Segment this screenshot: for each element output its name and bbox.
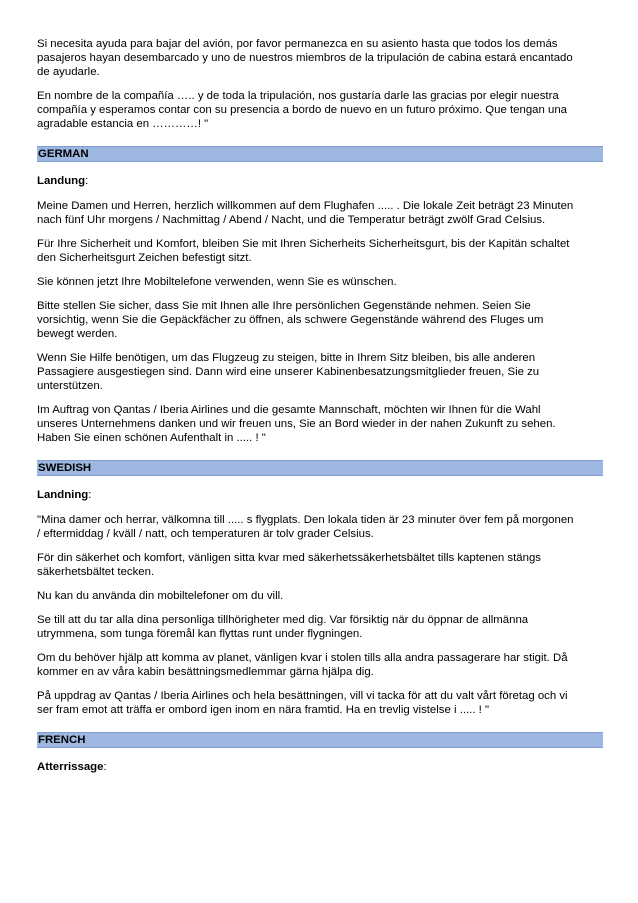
landing-label-text: Atterrissage bbox=[37, 761, 104, 773]
german-paragraph: Meine Damen und Herren, herzlich willkommen auf dem Flughafen ..... . Die lokale Zeit beträgt 23 Minuten nach fünf Uhr morgens / Nachmittag / Abend / Nacht, und die Temperatur beträgt zwölf Grad Celsius. bbox=[37, 200, 574, 226]
swedish-paragraph: På uppdrag av Qantas / Iberia Airlines och hela besättningen, vill vi tacka för att du valt vårt företag och vi ser fram emot att träffa er ombord igen inom en nära framtid. Ha en trevlig vistelse i ..... ! " bbox=[37, 690, 568, 716]
document-page bbox=[37, 37, 603, 785]
landing-label-swedish bbox=[37, 488, 603, 502]
swedish-paragraph: Nu kan du använda din mobiltelefoner om du vill. bbox=[37, 590, 284, 602]
landing-label-text: Landung bbox=[37, 175, 86, 187]
swedish-paragraph: Om du behöver hjälp att komma av planet, vänligen kvar i stolen tills alla andra passagerare har stigit. Då kommer en av våra kabin besättningsmedlemmar gärna hjälpa dig. bbox=[37, 652, 568, 678]
landing-label-colon: : bbox=[85, 175, 89, 187]
landing-label-colon: : bbox=[88, 489, 92, 501]
landing-label-german bbox=[37, 174, 603, 188]
spanish-paragraph: En nombre de la compañía ….. y de toda la tripulación, nos gustaría darle las gracias por elegir nuestra compañía y esperamos contar con su presencia a bordo de nuevo en un futuro próximo. Que tengan una agradable estancia en …………! " bbox=[37, 90, 567, 130]
german-paragraph: Für Ihre Sicherheit und Komfort, bleiben Sie mit Ihren Sicherheits Sicherheitsgurt, bis der Kapitän schaltet den Sicherheitsgurt Zeichen befestigt sitzt. bbox=[37, 238, 570, 264]
section-header-german: GERMAN bbox=[37, 146, 603, 162]
swedish-paragraph: För din säkerhet och komfort, vänligen sitta kvar med säkerhetssäkerhetsbältet tills kaptenen stängs säkerhetsbältet tecken. bbox=[37, 552, 541, 578]
landing-label-colon: : bbox=[103, 761, 107, 773]
landing-label-french bbox=[37, 760, 603, 774]
section-header-swedish: SWEDISH bbox=[37, 460, 603, 476]
swedish-paragraph: Se till att du tar alla dina personliga tillhörigheter med dig. Var försiktig när du öppnar de allmänna utrymmena, som tunga föremål kan flyttas runt under flygningen. bbox=[37, 614, 529, 640]
german-paragraph: Im Auftrag von Qantas / Iberia Airlines und die gesamte Mannschaft, möchten wir Ihnen für die Wahl unseres Unternehmens danken und wir freuen uns, Sie an Bord wieder in der nahen Zukunft zu sehen. Haben Sie einen schönen Aufenthalt in ..... ! " bbox=[37, 404, 556, 444]
german-paragraph: Bitte stellen Sie sicher, dass Sie mit Ihnen alle Ihre persönlichen Gegenstände nehmen. Seien Sie vorsichtig, wenn Sie die Gepäckfächer zu öffnen, als schwere Gegenstände während des Fluges um bewegt werden. bbox=[37, 300, 544, 340]
german-paragraph: Wenn Sie Hilfe benötigen, um das Flugzeug zu steigen, bitte in Ihrem Sitz bleiben, bis alle anderen Passagiere ausgestiegen sind. Dann wird eine unserer Kabinenbesatzungsmitglieder freuen, Sie zu unterstützen. bbox=[37, 352, 540, 392]
section-header-french: FRENCH bbox=[37, 732, 603, 748]
spanish-paragraph: Si necesita ayuda para bajar del avión, por favor permanezca en su asiento hasta que todos los demás pasajeros hayan desembarcado y uno de nuestros miembros de la tripulación de cabina estará encantado de ayudarle. bbox=[37, 38, 573, 78]
landing-label-text: Landning bbox=[37, 489, 89, 501]
german-paragraph: Sie können jetzt Ihre Mobiltelefone verwenden, wenn Sie es wünschen. bbox=[37, 276, 397, 288]
swedish-paragraph: "Mina damer och herrar, välkomna till ..... s flygplats. Den lokala tiden är 23 minuter över fem på morgonen / eftermiddag / kväll / natt, och temperaturen är tolv grader Celsius. bbox=[37, 514, 574, 540]
